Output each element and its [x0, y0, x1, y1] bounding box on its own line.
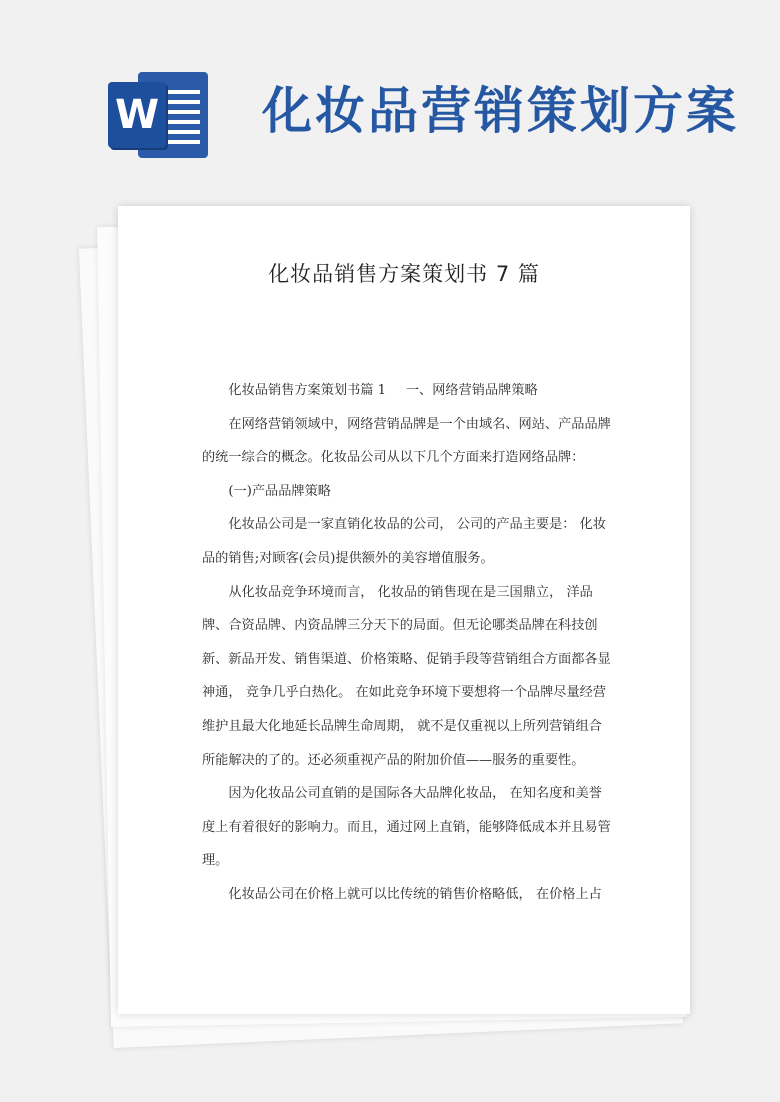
paragraph: 从化妆品竞争环境而言， 化妆品的销售现在是三国鼎立， 洋品牌、合资品牌、内资品牌三分天下的局面。但无论哪类品牌在科技创新、新品开发、销售渠道、价格策略、促销手段等营销组合方面都各显神通， 竞争几乎白热化。 在如此竞争环境下要想将一个品牌尽量经营维护且最大化地延长品牌生命周期， 就不是仅重视以上所列营销组合所能解决的了的。还必须重视产品的附加价值——服务的重要性。 [202, 584, 611, 768]
word-document-icon [108, 72, 208, 158]
paragraph: 化妆品公司是一家直销化妆品的公司， 公司的产品主要是： 化妆品的销售;对顾客(会员)提供额外的美容增值服务。 [202, 517, 607, 566]
header-title: 化妆品营销策划方案 [262, 82, 739, 140]
section-label: 化妆品销售方案策划书篇 1 [228, 383, 387, 398]
document-page [118, 206, 690, 1014]
document-body [202, 374, 612, 912]
section-heading: 一、网络营销品牌策略 [405, 383, 538, 398]
paragraph-subheading: (一)产品品牌策略 [228, 483, 331, 499]
paragraph: 因为化妆品公司直销的是国际各大品牌化妆品， 在知名度和美誉度上有着很好的影响力。而且，通过网上直销，能够降低成本并且易管理。 [202, 786, 611, 869]
header [0, 0, 780, 200]
paragraph: 化妆品公司在价格上就可以比传统的销售价格略低， 在价格上占 [228, 886, 602, 902]
word-badge: W [108, 82, 166, 148]
document-title: 化妆品销售方案策划书 7 篇 [268, 262, 540, 286]
paragraph-heading [202, 374, 612, 408]
paragraph: 在网络营销领域中，网络营销品牌是一个由域名、网站、产品品牌的统一综合的概念。化妆品公司从以下几个方面来打造网络品牌： [202, 416, 611, 466]
